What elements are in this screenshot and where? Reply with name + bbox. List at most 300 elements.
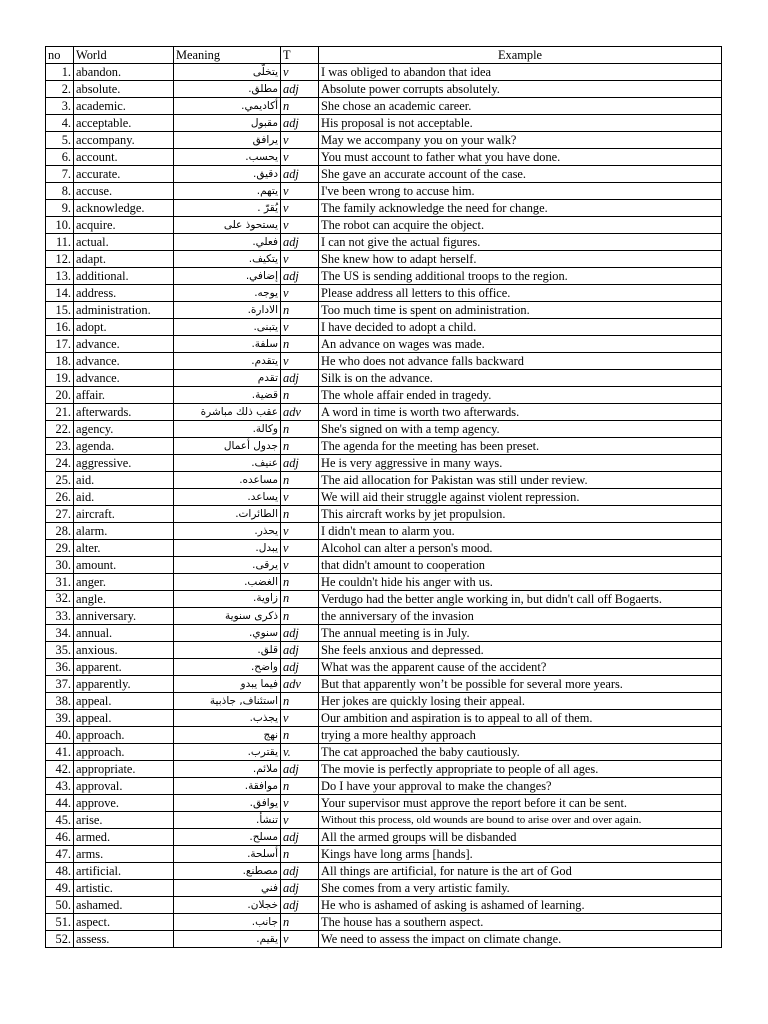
row-meaning: جدول أعمال (174, 438, 281, 455)
row-type: v (281, 149, 319, 166)
row-type: adj (281, 880, 319, 897)
row-number: 3. (46, 98, 74, 115)
row-word: actual. (74, 234, 174, 251)
row-number: 12. (46, 251, 74, 268)
row-word: anxious. (74, 642, 174, 659)
row-meaning: أسلحة. (174, 846, 281, 863)
row-word: approve. (74, 795, 174, 812)
row-meaning: زاوية. (174, 591, 281, 608)
row-meaning: يوافق. (174, 795, 281, 812)
row-type: adj (281, 166, 319, 183)
row-meaning: مساعده. (174, 472, 281, 489)
row-example: All things are artificial, for nature is the art of God (319, 863, 722, 880)
row-word: aggressive. (74, 455, 174, 472)
table-row (46, 421, 722, 438)
row-example: We will aid their struggle against violent repression. (319, 489, 722, 506)
table-row (46, 591, 722, 608)
vocabulary-table (45, 46, 722, 948)
row-number: 4. (46, 115, 74, 132)
row-meaning: عقب ذلك مباشرة (174, 404, 281, 421)
table-row (46, 676, 722, 693)
row-number: 42. (46, 761, 74, 778)
row-meaning: سلفة. (174, 336, 281, 353)
row-number: 29. (46, 540, 74, 557)
row-word: anger. (74, 574, 174, 591)
row-meaning: وكالة. (174, 421, 281, 438)
row-example: I was obliged to abandon that idea (319, 64, 722, 81)
row-word: agenda. (74, 438, 174, 455)
row-meaning: أكاديمي. (174, 98, 281, 115)
row-number: 21. (46, 404, 74, 421)
row-meaning: جانب. (174, 914, 281, 931)
row-type: n (281, 693, 319, 710)
row-example: He couldn't hide his anger with us. (319, 574, 722, 591)
row-example: The annual meeting is in July. (319, 625, 722, 642)
row-type: adj (281, 625, 319, 642)
row-number: 15. (46, 302, 74, 319)
row-type: adj (281, 268, 319, 285)
row-type: v (281, 795, 319, 812)
row-number: 28. (46, 523, 74, 540)
row-number: 25. (46, 472, 74, 489)
row-type: n (281, 574, 319, 591)
row-example: He is very aggressive in many ways. (319, 455, 722, 472)
row-type: adj (281, 370, 319, 387)
row-type: v (281, 540, 319, 557)
row-meaning: مطلق. (174, 81, 281, 98)
row-example: Do I have your approval to make the changes? (319, 778, 722, 795)
row-example: trying a more healthy approach (319, 727, 722, 744)
row-example: that didn't amount to cooperation (319, 557, 722, 574)
row-number: 9. (46, 200, 74, 217)
table-row (46, 795, 722, 812)
row-example: Too much time is spent on administration. (319, 302, 722, 319)
row-type: v (281, 710, 319, 727)
row-meaning: يساعد. (174, 489, 281, 506)
row-type: n (281, 421, 319, 438)
row-meaning: مقبول (174, 115, 281, 132)
table-row (46, 387, 722, 404)
row-example: I have decided to adopt a child. (319, 319, 722, 336)
row-example: Verdugo had the better angle working in, but didn't call off Bogaerts. (319, 591, 722, 608)
row-type: adj (281, 234, 319, 251)
table-row (46, 64, 722, 81)
row-example: You must account to father what you have done. (319, 149, 722, 166)
row-word: aircraft. (74, 506, 174, 523)
row-type: v. (281, 744, 319, 761)
table-row (46, 659, 722, 676)
row-number: 31. (46, 574, 74, 591)
row-meaning: يستحوذ على (174, 217, 281, 234)
row-meaning: نهج (174, 727, 281, 744)
row-meaning: ذكرى سنوية (174, 608, 281, 625)
row-meaning: قلق. (174, 642, 281, 659)
row-example: His proposal is not acceptable. (319, 115, 722, 132)
row-number: 47. (46, 846, 74, 863)
table-row (46, 846, 722, 863)
table-row (46, 81, 722, 98)
row-word: abandon. (74, 64, 174, 81)
row-example: She gave an accurate account of the case. (319, 166, 722, 183)
row-meaning: خجلان. (174, 897, 281, 914)
header-example: Example (319, 47, 722, 64)
row-meaning: يجذب. (174, 710, 281, 727)
row-meaning: تنشأ. (174, 812, 281, 829)
row-meaning: يقترب. (174, 744, 281, 761)
row-meaning: يحسب. (174, 149, 281, 166)
row-number: 45. (46, 812, 74, 829)
row-word: appeal. (74, 693, 174, 710)
table-row (46, 489, 722, 506)
row-word: approval. (74, 778, 174, 795)
row-meaning: واضح. (174, 659, 281, 676)
row-word: account. (74, 149, 174, 166)
row-number: 18. (46, 353, 74, 370)
row-example: Kings have long arms [hands]. (319, 846, 722, 863)
row-type: n (281, 98, 319, 115)
row-example: The aid allocation for Pakistan was still under review. (319, 472, 722, 489)
row-example: All the armed groups will be disbanded (319, 829, 722, 846)
row-meaning: ملائم. (174, 761, 281, 778)
row-word: armed. (74, 829, 174, 846)
table-row (46, 761, 722, 778)
row-example: An advance on wages was made. (319, 336, 722, 353)
table-row (46, 149, 722, 166)
row-type: n (281, 727, 319, 744)
row-example: Her jokes are quickly losing their appeal. (319, 693, 722, 710)
row-number: 11. (46, 234, 74, 251)
row-type: adj (281, 455, 319, 472)
row-example: Your supervisor must approve the report before it can be sent. (319, 795, 722, 812)
row-example: A word in time is worth two afterwards. (319, 404, 722, 421)
row-example: She knew how to adapt herself. (319, 251, 722, 268)
row-word: arise. (74, 812, 174, 829)
row-type: adj (281, 897, 319, 914)
row-number: 35. (46, 642, 74, 659)
row-word: additional. (74, 268, 174, 285)
vocabulary-rows (46, 64, 722, 948)
row-word: accuse. (74, 183, 174, 200)
row-meaning: يرقى. (174, 557, 281, 574)
row-type: adv (281, 676, 319, 693)
row-number: 32. (46, 591, 74, 608)
row-meaning: الطائرات. (174, 506, 281, 523)
row-type: adj (281, 81, 319, 98)
row-number: 23. (46, 438, 74, 455)
row-word: artificial. (74, 863, 174, 880)
row-type: adv (281, 404, 319, 421)
row-type: v (281, 557, 319, 574)
row-type: adj (281, 642, 319, 659)
row-example: the anniversary of the invasion (319, 608, 722, 625)
row-type: v (281, 489, 319, 506)
row-example: The movie is perfectly appropriate to people of all ages. (319, 761, 722, 778)
row-word: administration. (74, 302, 174, 319)
row-meaning: يتهم. (174, 183, 281, 200)
row-type: n (281, 778, 319, 795)
row-word: acceptable. (74, 115, 174, 132)
row-number: 26. (46, 489, 74, 506)
row-meaning: يتكيف. (174, 251, 281, 268)
table-row (46, 455, 722, 472)
row-number: 5. (46, 132, 74, 149)
row-example: I can not give the actual figures. (319, 234, 722, 251)
table-row (46, 183, 722, 200)
row-type: v (281, 812, 319, 829)
table-row (46, 931, 722, 948)
row-type: v (281, 183, 319, 200)
row-meaning: الغضب. (174, 574, 281, 591)
row-type: v (281, 523, 319, 540)
table-row (46, 302, 722, 319)
table-row (46, 812, 722, 829)
row-type: adj (281, 829, 319, 846)
row-meaning: دقيق. (174, 166, 281, 183)
row-meaning: يتقدم. (174, 353, 281, 370)
header-no: no (46, 47, 74, 64)
table-row (46, 863, 722, 880)
row-type: n (281, 506, 319, 523)
row-number: 13. (46, 268, 74, 285)
row-meaning: مسلح. (174, 829, 281, 846)
row-word: aspect. (74, 914, 174, 931)
row-word: anniversary. (74, 608, 174, 625)
table-row (46, 200, 722, 217)
table-row (46, 693, 722, 710)
row-type: v (281, 251, 319, 268)
header-word: World (74, 47, 174, 64)
table-row (46, 744, 722, 761)
table-row (46, 574, 722, 591)
row-meaning: يحذر. (174, 523, 281, 540)
row-example: Without this process, old wounds are bound to arise over and over again. (319, 812, 722, 829)
row-meaning: يبدل. (174, 540, 281, 557)
row-example: She comes from a very artistic family. (319, 880, 722, 897)
row-word: aid. (74, 472, 174, 489)
row-word: address. (74, 285, 174, 302)
row-example: Please address all letters to this office. (319, 285, 722, 302)
row-type: n (281, 608, 319, 625)
row-number: 34. (46, 625, 74, 642)
row-example: But that apparently won’t be possible for several more years. (319, 676, 722, 693)
row-number: 1. (46, 64, 74, 81)
table-row (46, 472, 722, 489)
table-row (46, 285, 722, 302)
row-meaning: يتبنى. (174, 319, 281, 336)
row-example: I've been wrong to accuse him. (319, 183, 722, 200)
row-example: He who is ashamed of asking is ashamed of learning. (319, 897, 722, 914)
row-word: appeal. (74, 710, 174, 727)
row-word: alter. (74, 540, 174, 557)
row-example: May we accompany you on your walk? (319, 132, 722, 149)
table-row (46, 778, 722, 795)
table-row (46, 914, 722, 931)
row-word: artistic. (74, 880, 174, 897)
row-type: adj (281, 863, 319, 880)
row-meaning: تقدم (174, 370, 281, 387)
row-meaning: مصطنع. (174, 863, 281, 880)
table-row (46, 557, 722, 574)
row-word: arms. (74, 846, 174, 863)
row-word: accurate. (74, 166, 174, 183)
row-type: v (281, 64, 319, 81)
row-example: Silk is on the advance. (319, 370, 722, 387)
row-word: afterwards. (74, 404, 174, 421)
row-word: adopt. (74, 319, 174, 336)
row-word: advance. (74, 353, 174, 370)
table-row (46, 234, 722, 251)
row-type: v (281, 353, 319, 370)
row-number: 41. (46, 744, 74, 761)
row-meaning: الادارة. (174, 302, 281, 319)
row-number: 22. (46, 421, 74, 438)
row-number: 16. (46, 319, 74, 336)
row-word: acknowledge. (74, 200, 174, 217)
row-number: 44. (46, 795, 74, 812)
row-word: angle. (74, 591, 174, 608)
header-meaning: Meaning (174, 47, 281, 64)
row-number: 8. (46, 183, 74, 200)
row-word: affair. (74, 387, 174, 404)
row-word: assess. (74, 931, 174, 948)
row-meaning: يُقرّ . (174, 200, 281, 217)
row-number: 39. (46, 710, 74, 727)
table-row (46, 319, 722, 336)
row-type: v (281, 319, 319, 336)
row-example: The robot can acquire the object. (319, 217, 722, 234)
table-row (46, 880, 722, 897)
row-meaning: فني (174, 880, 281, 897)
row-example: The family acknowledge the need for change. (319, 200, 722, 217)
row-example: She's signed on with a temp agency. (319, 421, 722, 438)
table-row (46, 710, 722, 727)
row-meaning: يتخلّى (174, 64, 281, 81)
table-row (46, 608, 722, 625)
row-example: Alcohol can alter a person's mood. (319, 540, 722, 557)
row-meaning: عنيف. (174, 455, 281, 472)
row-number: 7. (46, 166, 74, 183)
row-word: aid. (74, 489, 174, 506)
row-type: n (281, 438, 319, 455)
row-word: approach. (74, 727, 174, 744)
table-row (46, 166, 722, 183)
row-type: v (281, 931, 319, 948)
row-type: n (281, 336, 319, 353)
table-row (46, 625, 722, 642)
row-type: n (281, 472, 319, 489)
row-number: 14. (46, 285, 74, 302)
row-meaning: يرافق (174, 132, 281, 149)
row-word: agency. (74, 421, 174, 438)
row-example: What was the apparent cause of the accident? (319, 659, 722, 676)
row-example: She feels anxious and depressed. (319, 642, 722, 659)
row-word: amount. (74, 557, 174, 574)
table-row (46, 438, 722, 455)
row-type: v (281, 200, 319, 217)
row-example: Absolute power corrupts absolutely. (319, 81, 722, 98)
table-row (46, 829, 722, 846)
table-row (46, 268, 722, 285)
row-word: apparently. (74, 676, 174, 693)
row-example: He who does not advance falls backward (319, 353, 722, 370)
row-example: The house has a southern aspect. (319, 914, 722, 931)
row-number: 19. (46, 370, 74, 387)
row-example: The cat approached the baby cautiously. (319, 744, 722, 761)
row-word: absolute. (74, 81, 174, 98)
row-word: apparent. (74, 659, 174, 676)
table-row (46, 370, 722, 387)
row-meaning: موافقة. (174, 778, 281, 795)
row-number: 49. (46, 880, 74, 897)
table-row (46, 115, 722, 132)
row-type: v (281, 285, 319, 302)
table-row (46, 523, 722, 540)
row-number: 10. (46, 217, 74, 234)
row-word: acquire. (74, 217, 174, 234)
row-word: accompany. (74, 132, 174, 149)
table-row (46, 506, 722, 523)
row-word: ashamed. (74, 897, 174, 914)
row-type: adj (281, 659, 319, 676)
row-number: 51. (46, 914, 74, 931)
row-number: 20. (46, 387, 74, 404)
row-type: n (281, 914, 319, 931)
row-type: n (281, 387, 319, 404)
row-type: n (281, 846, 319, 863)
row-meaning: فعلي. (174, 234, 281, 251)
row-word: annual. (74, 625, 174, 642)
row-number: 37. (46, 676, 74, 693)
row-number: 36. (46, 659, 74, 676)
row-example: Our ambition and aspiration is to appeal to all of them. (319, 710, 722, 727)
row-word: approach. (74, 744, 174, 761)
table-row (46, 727, 722, 744)
row-example: I didn't mean to alarm you. (319, 523, 722, 540)
row-meaning: إضافي. (174, 268, 281, 285)
row-word: advance. (74, 370, 174, 387)
row-number: 6. (46, 149, 74, 166)
row-type: v (281, 132, 319, 149)
table-row (46, 98, 722, 115)
table-row (46, 251, 722, 268)
table-row (46, 540, 722, 557)
row-word: advance. (74, 336, 174, 353)
row-type: adj (281, 115, 319, 132)
row-word: appropriate. (74, 761, 174, 778)
table-row (46, 353, 722, 370)
row-number: 30. (46, 557, 74, 574)
row-number: 33. (46, 608, 74, 625)
row-example: We need to assess the impact on climate change. (319, 931, 722, 948)
table-row (46, 897, 722, 914)
row-type: n (281, 591, 319, 608)
row-type: v (281, 217, 319, 234)
row-number: 40. (46, 727, 74, 744)
row-meaning: قضية. (174, 387, 281, 404)
row-number: 24. (46, 455, 74, 472)
row-number: 43. (46, 778, 74, 795)
row-example: The agenda for the meeting has been preset. (319, 438, 722, 455)
row-number: 17. (46, 336, 74, 353)
table-row (46, 132, 722, 149)
row-meaning: استئناف, جاذبية (174, 693, 281, 710)
row-meaning: يوجه. (174, 285, 281, 302)
row-example: She chose an academic career. (319, 98, 722, 115)
row-number: 50. (46, 897, 74, 914)
row-word: alarm. (74, 523, 174, 540)
row-type: adj (281, 761, 319, 778)
table-row (46, 336, 722, 353)
